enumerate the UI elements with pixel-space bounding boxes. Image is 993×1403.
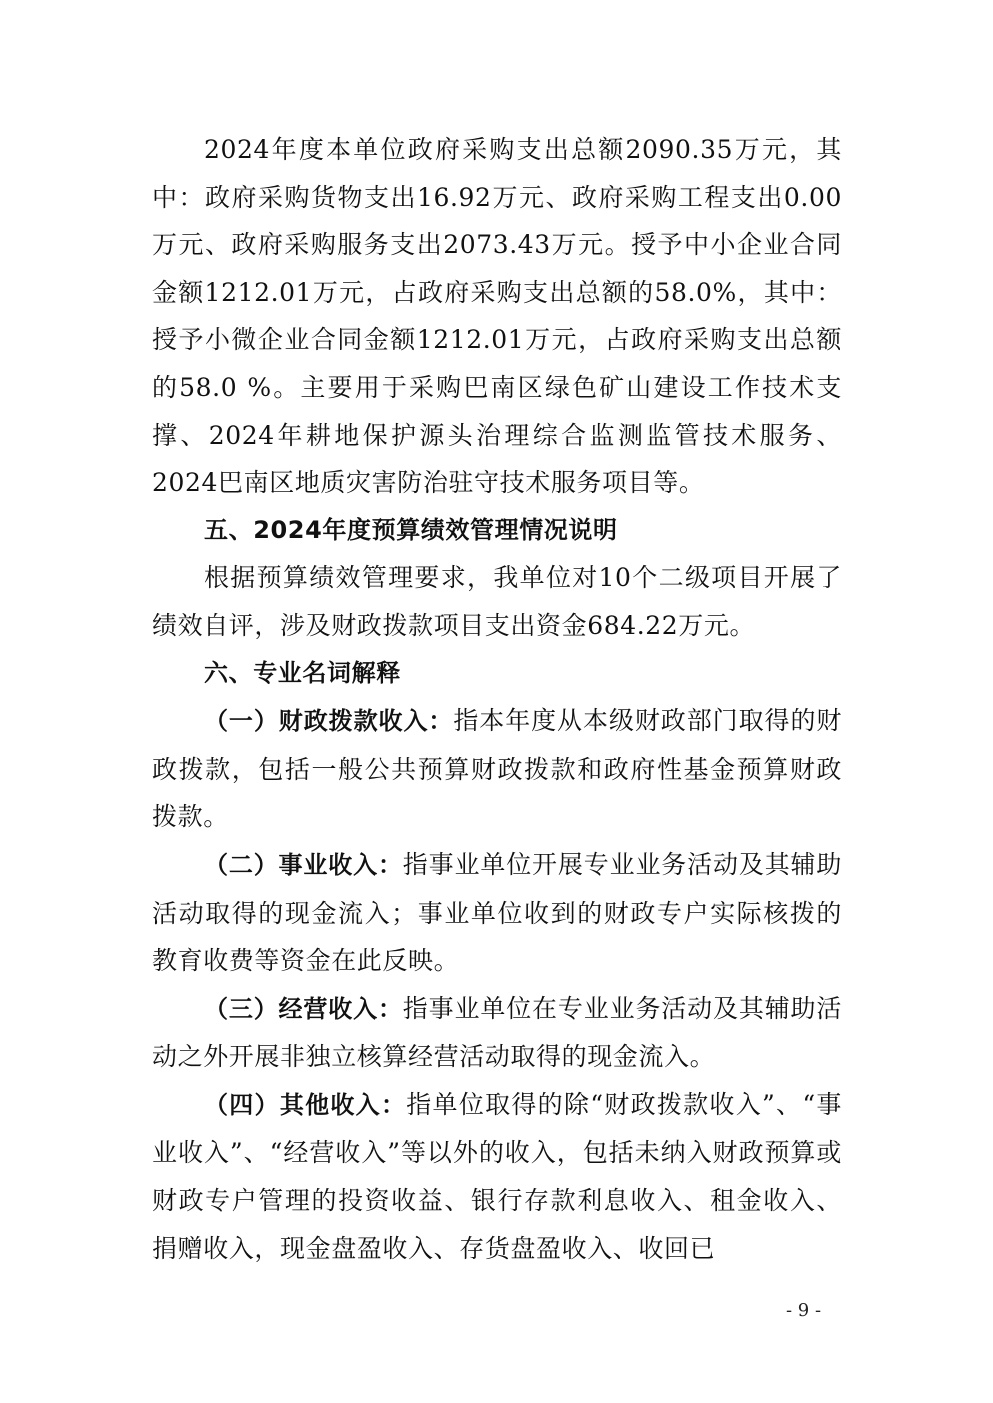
term-label: （二）事业收入： [204, 850, 403, 879]
section-5-heading: 五、2024年度预算绩效管理情况说明 [204, 515, 618, 544]
term-definition-operating-income [152, 985, 842, 1081]
term-text: 指本年度从本级财政部门取得的财政拨款，包括一般公共预算财政拨款和政府性基金预算财政拨款。 [152, 706, 842, 832]
term-text: 指事业单位开展专业业务活动及其辅助活动取得的现金流入；事业单位收到的财政专户实际核拨的教育收费等资金在此反映。 [152, 849, 842, 976]
term-label: （三）经营收入： [204, 994, 403, 1023]
procurement-paragraph: 2024年度本单位政府采购支出总额2090.35万元，其中：政府采购货物支出16.92万元、政府采购工程支出0.00万元、政府采购服务支出2073.43万元。授予中小企业合同金额1212.01万元，占政府采购支出总额的58.0%，其中：授予小微企业合同金额1212.01万元，占政府采购支出总额的58.0 %。主要用于采购巴南区绿色矿山建设工作技术支撑、2024年耕地保护源头治理综合监测监管技术服务、2024巴南区地质灾害防治驻守技术服务项目等。 [152, 135, 842, 498]
page-number: - 9 - [786, 1300, 822, 1321]
section-6-heading: 六、专业名词解释 [204, 658, 401, 687]
term-definition-fiscal-appropriation [152, 697, 842, 841]
section-5-paragraph: 根据预算绩效管理要求，我单位对10个二级项目开展了绩效自评，涉及财政拨款项目支出资金684.22万元。 [152, 563, 842, 640]
term-definition-other-income [152, 1081, 842, 1272]
term-label: （四）其他收入： [204, 1090, 407, 1119]
term-definition-business-income [152, 841, 842, 985]
document-body [152, 126, 842, 1272]
term-text: 指单位取得的除“财政拨款收入”、“事业收入”、“经营收入”等以外的收入，包括未纳入财政预算或财政专户管理的投资收益、银行存款利息收入、租金收入、捐赠收入，现金盘盈收入、存货盘盈收入、收回已 [152, 1089, 842, 1263]
term-label: （一）财政拨款收入： [204, 707, 454, 736]
term-text: 指事业单位在专业业务活动及其辅助活动之外开展非独立核算经营活动取得的现金流入。 [152, 993, 842, 1072]
